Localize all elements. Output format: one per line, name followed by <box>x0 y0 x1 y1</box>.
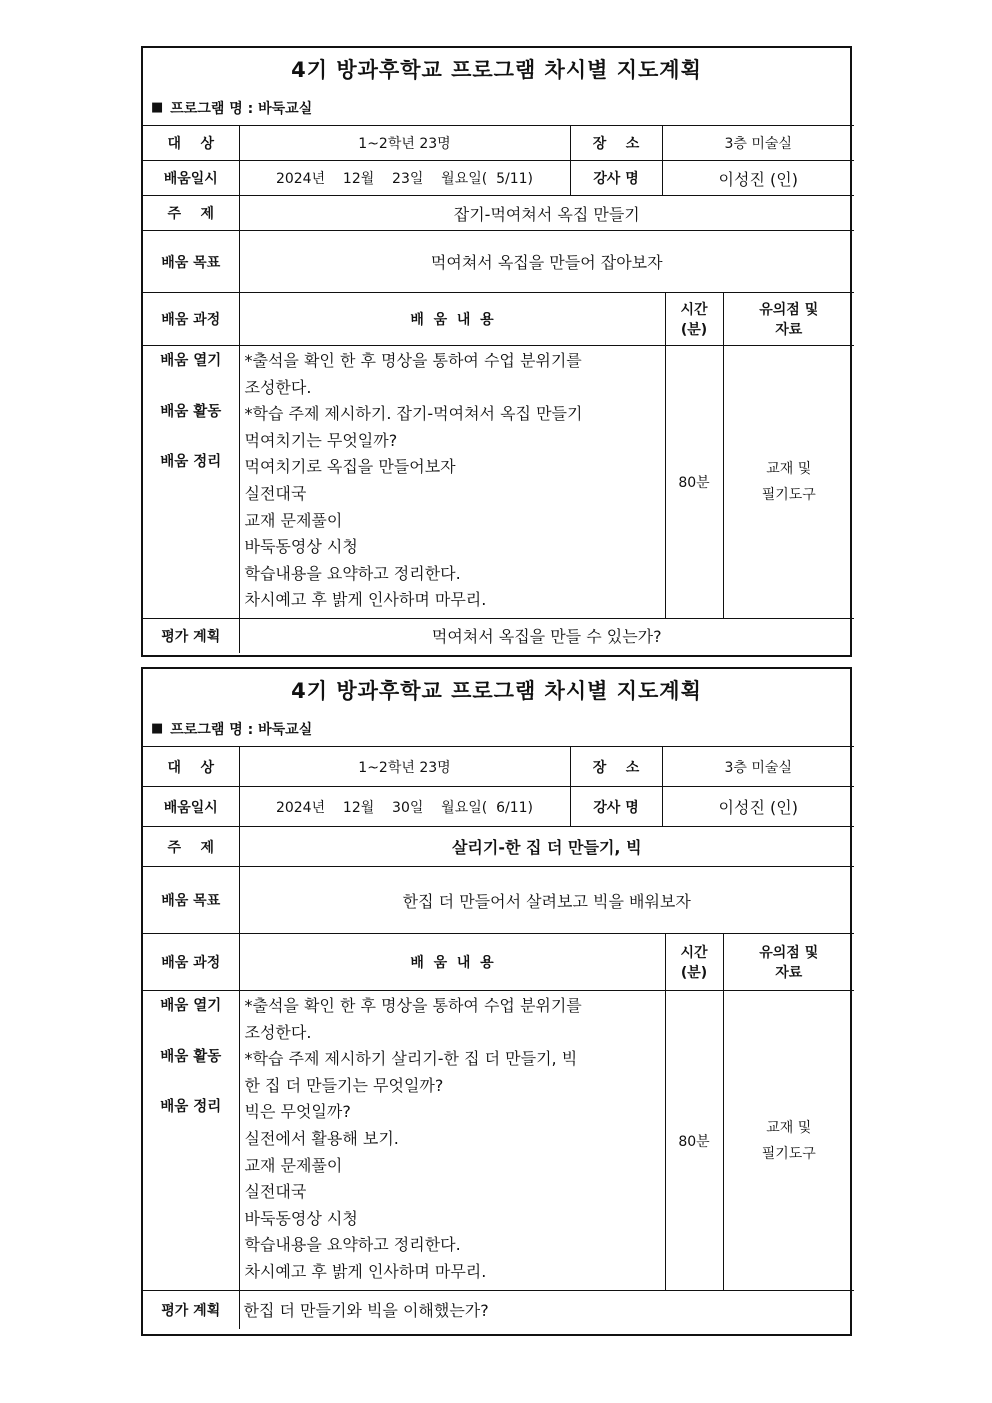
content-line: *출석을 확인 한 후 명상을 통하여 수업 분위기를 <box>244 351 582 370</box>
plan-title: 4기 방과후학교 프로그램 차시별 지도계획 <box>291 679 702 703</box>
content-line: 실전에서 활용해 보기. <box>244 1128 399 1148</box>
materials-line2: 필기도구 <box>761 1145 816 1162</box>
process-steps <box>143 346 239 619</box>
target-row <box>143 747 854 787</box>
plan-table <box>143 125 854 653</box>
instructor-label: 강사 명 <box>570 161 662 196</box>
content-line: 차시예고 후 밝게 인사하며 마무리. <box>244 590 487 610</box>
target-label: 대 상 <box>143 126 239 161</box>
notes-header-line2: 자료 <box>775 322 803 338</box>
step-open: 배움 열기 <box>160 998 222 1014</box>
content-line: 차시예고 후 밝게 인사하며 마무리. <box>244 1261 487 1281</box>
time-header-line1: 시간 <box>680 945 708 961</box>
step-activity: 배움 활동 <box>160 403 222 420</box>
content-line: 빅은 무엇일까? <box>244 1102 351 1122</box>
body-row <box>143 346 854 619</box>
program-name: 프로그램 명 : 바둑교실 <box>170 721 313 738</box>
content-line: *학습 주제 제시하기. 잡기-먹여쳐서 옥집 만들기 <box>244 404 583 424</box>
process-header: 배움 과정 <box>143 934 239 991</box>
target-value: 1~2학년 23명 <box>239 747 570 787</box>
topic-label: 주 제 <box>143 827 239 867</box>
content-header: 배 움 내 용 <box>239 293 665 346</box>
goal-value: 한집 더 만들어서 살려보고 빅을 배워보자 <box>239 867 854 934</box>
content-line: 먹여치기로 옥집을 만들어보자 <box>244 457 456 477</box>
eval-row <box>143 1291 854 1329</box>
header-row <box>143 293 854 346</box>
eval-label: 평가 계획 <box>143 1291 239 1329</box>
instructor-value: 이성진 (인) <box>662 161 854 196</box>
time-header-line1: 시간 <box>680 302 708 318</box>
content-line: 바둑동영상 시청 <box>244 537 358 557</box>
eval-label: 평가 계획 <box>143 619 239 653</box>
place-value: 3층 미술실 <box>662 126 854 161</box>
step-close: 배움 정리 <box>160 1099 222 1116</box>
lesson-content <box>239 991 665 1291</box>
goal-label: 배움 목표 <box>143 867 239 934</box>
square-bullet-icon: ■ <box>151 721 164 736</box>
materials <box>723 991 854 1291</box>
plan-title: 4기 방과후학교 프로그램 차시별 지도계획 <box>291 58 702 82</box>
time-header-line2: (분) <box>680 322 708 338</box>
materials-line1: 교재 및 <box>766 461 812 477</box>
goal-label: 배움 목표 <box>143 231 239 293</box>
materials <box>723 346 854 619</box>
instructor-value: 이성진 (인) <box>662 787 854 827</box>
materials-line1: 교재 및 <box>766 1119 812 1136</box>
goal-row <box>143 867 854 934</box>
square-bullet-icon: ■ <box>151 100 164 115</box>
place-label: 장 소 <box>570 126 662 161</box>
content-line: 조성한다. <box>244 1022 312 1042</box>
content-line: 먹여치기는 무엇일까? <box>244 430 398 450</box>
place-label: 장 소 <box>570 747 662 787</box>
topic-row <box>143 827 854 867</box>
date-row <box>143 161 854 196</box>
lesson-content <box>239 346 665 619</box>
target-label: 대 상 <box>143 747 239 787</box>
time-header <box>665 934 723 991</box>
notes-header-line1: 유의점 및 <box>759 945 819 961</box>
topic-row <box>143 196 854 231</box>
content-line: 한 집 더 만들기는 무엇일까? <box>244 1075 444 1095</box>
materials-line2: 필기도구 <box>761 487 816 503</box>
content-line: 학습내용을 요약하고 정리한다. <box>244 1235 461 1255</box>
content-line: *학습 주제 제시하기 살리기-한 집 더 만들기, 빅 <box>244 1049 578 1069</box>
step-open: 배움 열기 <box>160 353 222 369</box>
time-value: 80분 <box>665 346 723 619</box>
goal-row <box>143 231 854 293</box>
process-steps <box>143 991 239 1291</box>
content-line: 교재 문제풀이 <box>244 1155 343 1175</box>
time-header <box>665 293 723 346</box>
notes-header <box>723 934 854 991</box>
content-header: 배 움 내 용 <box>239 934 665 991</box>
eval-value: 먹여쳐서 옥집을 만들 수 있는가? <box>239 619 854 653</box>
header-row <box>143 934 854 991</box>
goal-value: 먹여쳐서 옥집을 만들어 잡아보자 <box>239 231 854 293</box>
topic-value: 살리기-한 집 더 만들기, 빅 <box>239 827 854 867</box>
topic-value: 잡기-먹여쳐서 옥집 만들기 <box>239 196 854 231</box>
date-value: 2024년 12월 30일 월요일( 6/11) <box>239 787 570 827</box>
topic-label: 주 제 <box>143 196 239 231</box>
content-line: *출석을 확인 한 후 명상을 통하여 수업 분위기를 <box>244 996 582 1015</box>
time-value: 80분 <box>665 991 723 1291</box>
content-line: 교재 문제풀이 <box>244 510 343 530</box>
notes-header-line2: 자료 <box>775 965 803 981</box>
step-activity: 배움 활동 <box>160 1048 222 1065</box>
lesson-plan-1 <box>141 46 852 657</box>
date-label: 배움일시 <box>143 161 239 196</box>
program-name-row <box>143 90 850 125</box>
instructor-label: 강사 명 <box>570 787 662 827</box>
place-value: 3층 미술실 <box>662 747 854 787</box>
step-close: 배움 정리 <box>160 454 222 471</box>
date-value: 2024년 12월 23일 월요일( 5/11) <box>239 161 570 196</box>
process-header: 배움 과정 <box>143 293 239 346</box>
date-row <box>143 787 854 827</box>
content-line: 학습내용을 요약하고 정리한다. <box>244 563 461 583</box>
content-line: 바둑동영상 시청 <box>244 1208 358 1228</box>
date-label: 배움일시 <box>143 787 239 827</box>
content-line: 실전대국 <box>244 1182 307 1202</box>
time-header-line2: (분) <box>680 965 708 981</box>
eval-row <box>143 619 854 653</box>
target-value: 1~2학년 23명 <box>239 126 570 161</box>
program-name: 프로그램 명 : 바둑교실 <box>170 100 313 117</box>
notes-header-line1: 유의점 및 <box>759 302 819 318</box>
notes-header <box>723 293 854 346</box>
program-name-row <box>143 711 850 746</box>
content-line: 실전대국 <box>244 483 307 503</box>
eval-value: 한집 더 만들기와 빅을 이해했는가? <box>239 1291 854 1329</box>
target-row <box>143 126 854 161</box>
plan-table <box>143 746 854 1329</box>
lesson-plan-2 <box>141 667 852 1336</box>
content-line: 조성한다. <box>244 377 312 397</box>
body-row <box>143 991 854 1291</box>
